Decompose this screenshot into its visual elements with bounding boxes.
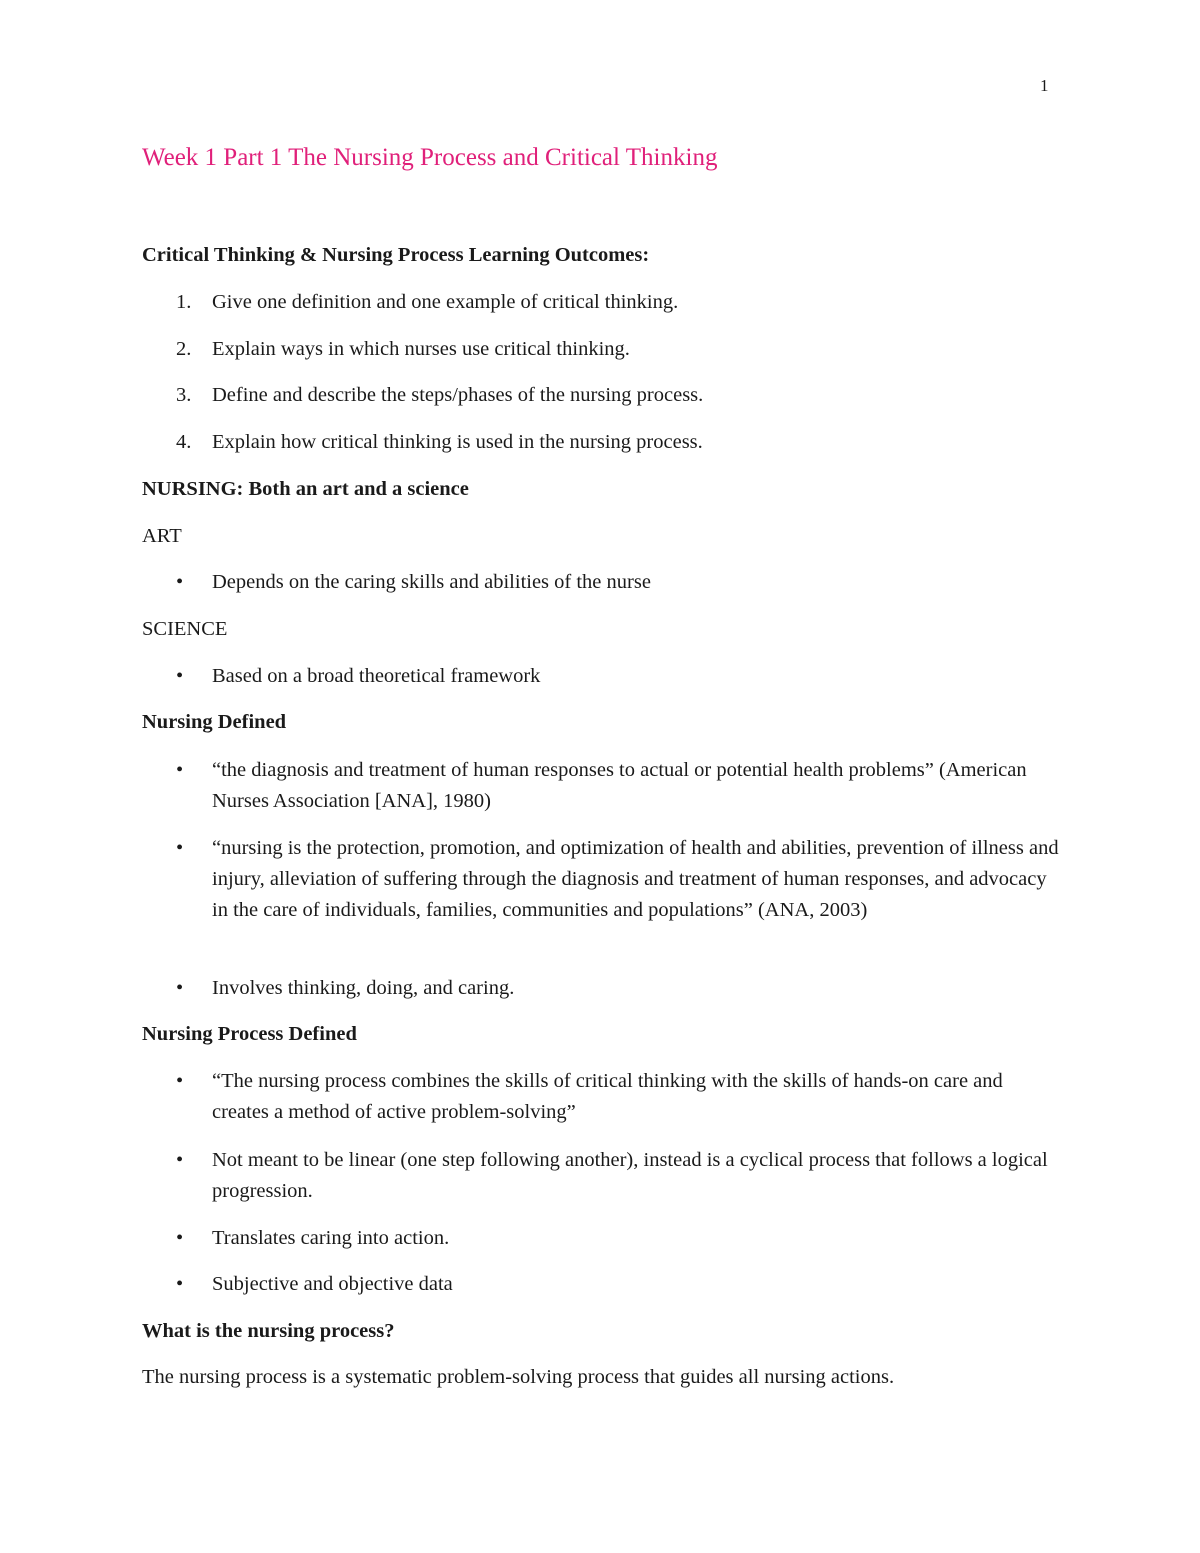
bullet-icon: • xyxy=(176,837,184,859)
outcome-item xyxy=(142,334,1062,365)
list-item xyxy=(142,755,1062,817)
page-title: Week 1 Part 1 The Nursing Process and Critical Thinking xyxy=(142,144,718,171)
art-science-heading: NURSING: Both an art and a science xyxy=(142,478,469,500)
bullet-icon: • xyxy=(176,759,184,781)
definition-text: Involves thinking, doing, and caring. xyxy=(212,977,515,999)
process-text: Translates caring into action. xyxy=(212,1227,450,1249)
outcome-text: Explain ways in which nurses use critical thinking. xyxy=(212,338,630,360)
outcome-text: Define and describe the steps/phases of the nursing process. xyxy=(212,384,704,406)
page-number: 1 xyxy=(1040,76,1049,95)
list-item xyxy=(142,973,1062,1004)
bullet-icon: • xyxy=(176,1273,184,1295)
process-text: “The nursing process combines the skills of critical thinking with the skills of hands-on care and creates a method of active problem-solving” xyxy=(212,1070,1003,1123)
list-item xyxy=(142,1066,1062,1128)
outcome-text: Give one definition and one example of critical thinking. xyxy=(212,291,679,313)
outcome-number: 2. xyxy=(176,338,192,360)
science-bullet-text: Based on a broad theoretical framework xyxy=(212,665,541,687)
outcome-number: 3. xyxy=(176,384,192,406)
outcome-item xyxy=(142,380,1062,411)
bullet-icon: • xyxy=(176,1149,184,1171)
bullet-icon: • xyxy=(176,571,184,593)
list-item xyxy=(142,1223,1062,1254)
nursing-defined-heading: Nursing Defined xyxy=(142,711,287,733)
art-bullet-text: Depends on the caring skills and abilities of the nurse xyxy=(212,571,651,593)
what-is-heading: What is the nursing process? xyxy=(142,1320,395,1342)
science-label: SCIENCE xyxy=(142,618,228,640)
what-is-text: The nursing process is a systematic problem-solving process that guides all nursing actions. xyxy=(142,1366,895,1388)
outcomes-section xyxy=(142,240,1062,270)
bullet-icon: • xyxy=(176,1227,184,1249)
definition-text: “nursing is the protection, promotion, and optimization of health and abilities, prevention of illness and injury, alleviation of suffering through the diagnosis and treatment of human responses, and advocacy in the care of individuals, families, communities and populations” (ANA, 2003) xyxy=(212,837,1059,921)
process-text: Not meant to be linear (one step following another), instead is a cyclical process that follows a logical progression. xyxy=(212,1149,1048,1202)
outcome-number: 1. xyxy=(176,291,192,313)
bullet-icon: • xyxy=(176,665,184,687)
list-item xyxy=(142,567,1062,598)
definition-text: “the diagnosis and treatment of human responses to actual or potential health problems” (American Nurses Association [ANA], 1980) xyxy=(212,759,1027,812)
outcomes-heading: Critical Thinking & Nursing Process Learning Outcomes: xyxy=(142,244,650,266)
process-defined-heading: Nursing Process Defined xyxy=(142,1023,357,1045)
bullet-icon: • xyxy=(176,977,184,999)
list-item xyxy=(142,1269,1062,1300)
outcome-number: 4. xyxy=(176,431,192,453)
outcome-item xyxy=(142,427,1062,458)
outcome-text: Explain how critical thinking is used in the nursing process. xyxy=(212,431,703,453)
list-item xyxy=(142,833,1062,926)
outcome-item xyxy=(142,287,1062,318)
process-text: Subjective and objective data xyxy=(212,1273,453,1295)
art-label: ART xyxy=(142,525,182,547)
bullet-icon: • xyxy=(176,1070,184,1092)
list-item xyxy=(142,661,1062,692)
list-item xyxy=(142,1145,1062,1207)
